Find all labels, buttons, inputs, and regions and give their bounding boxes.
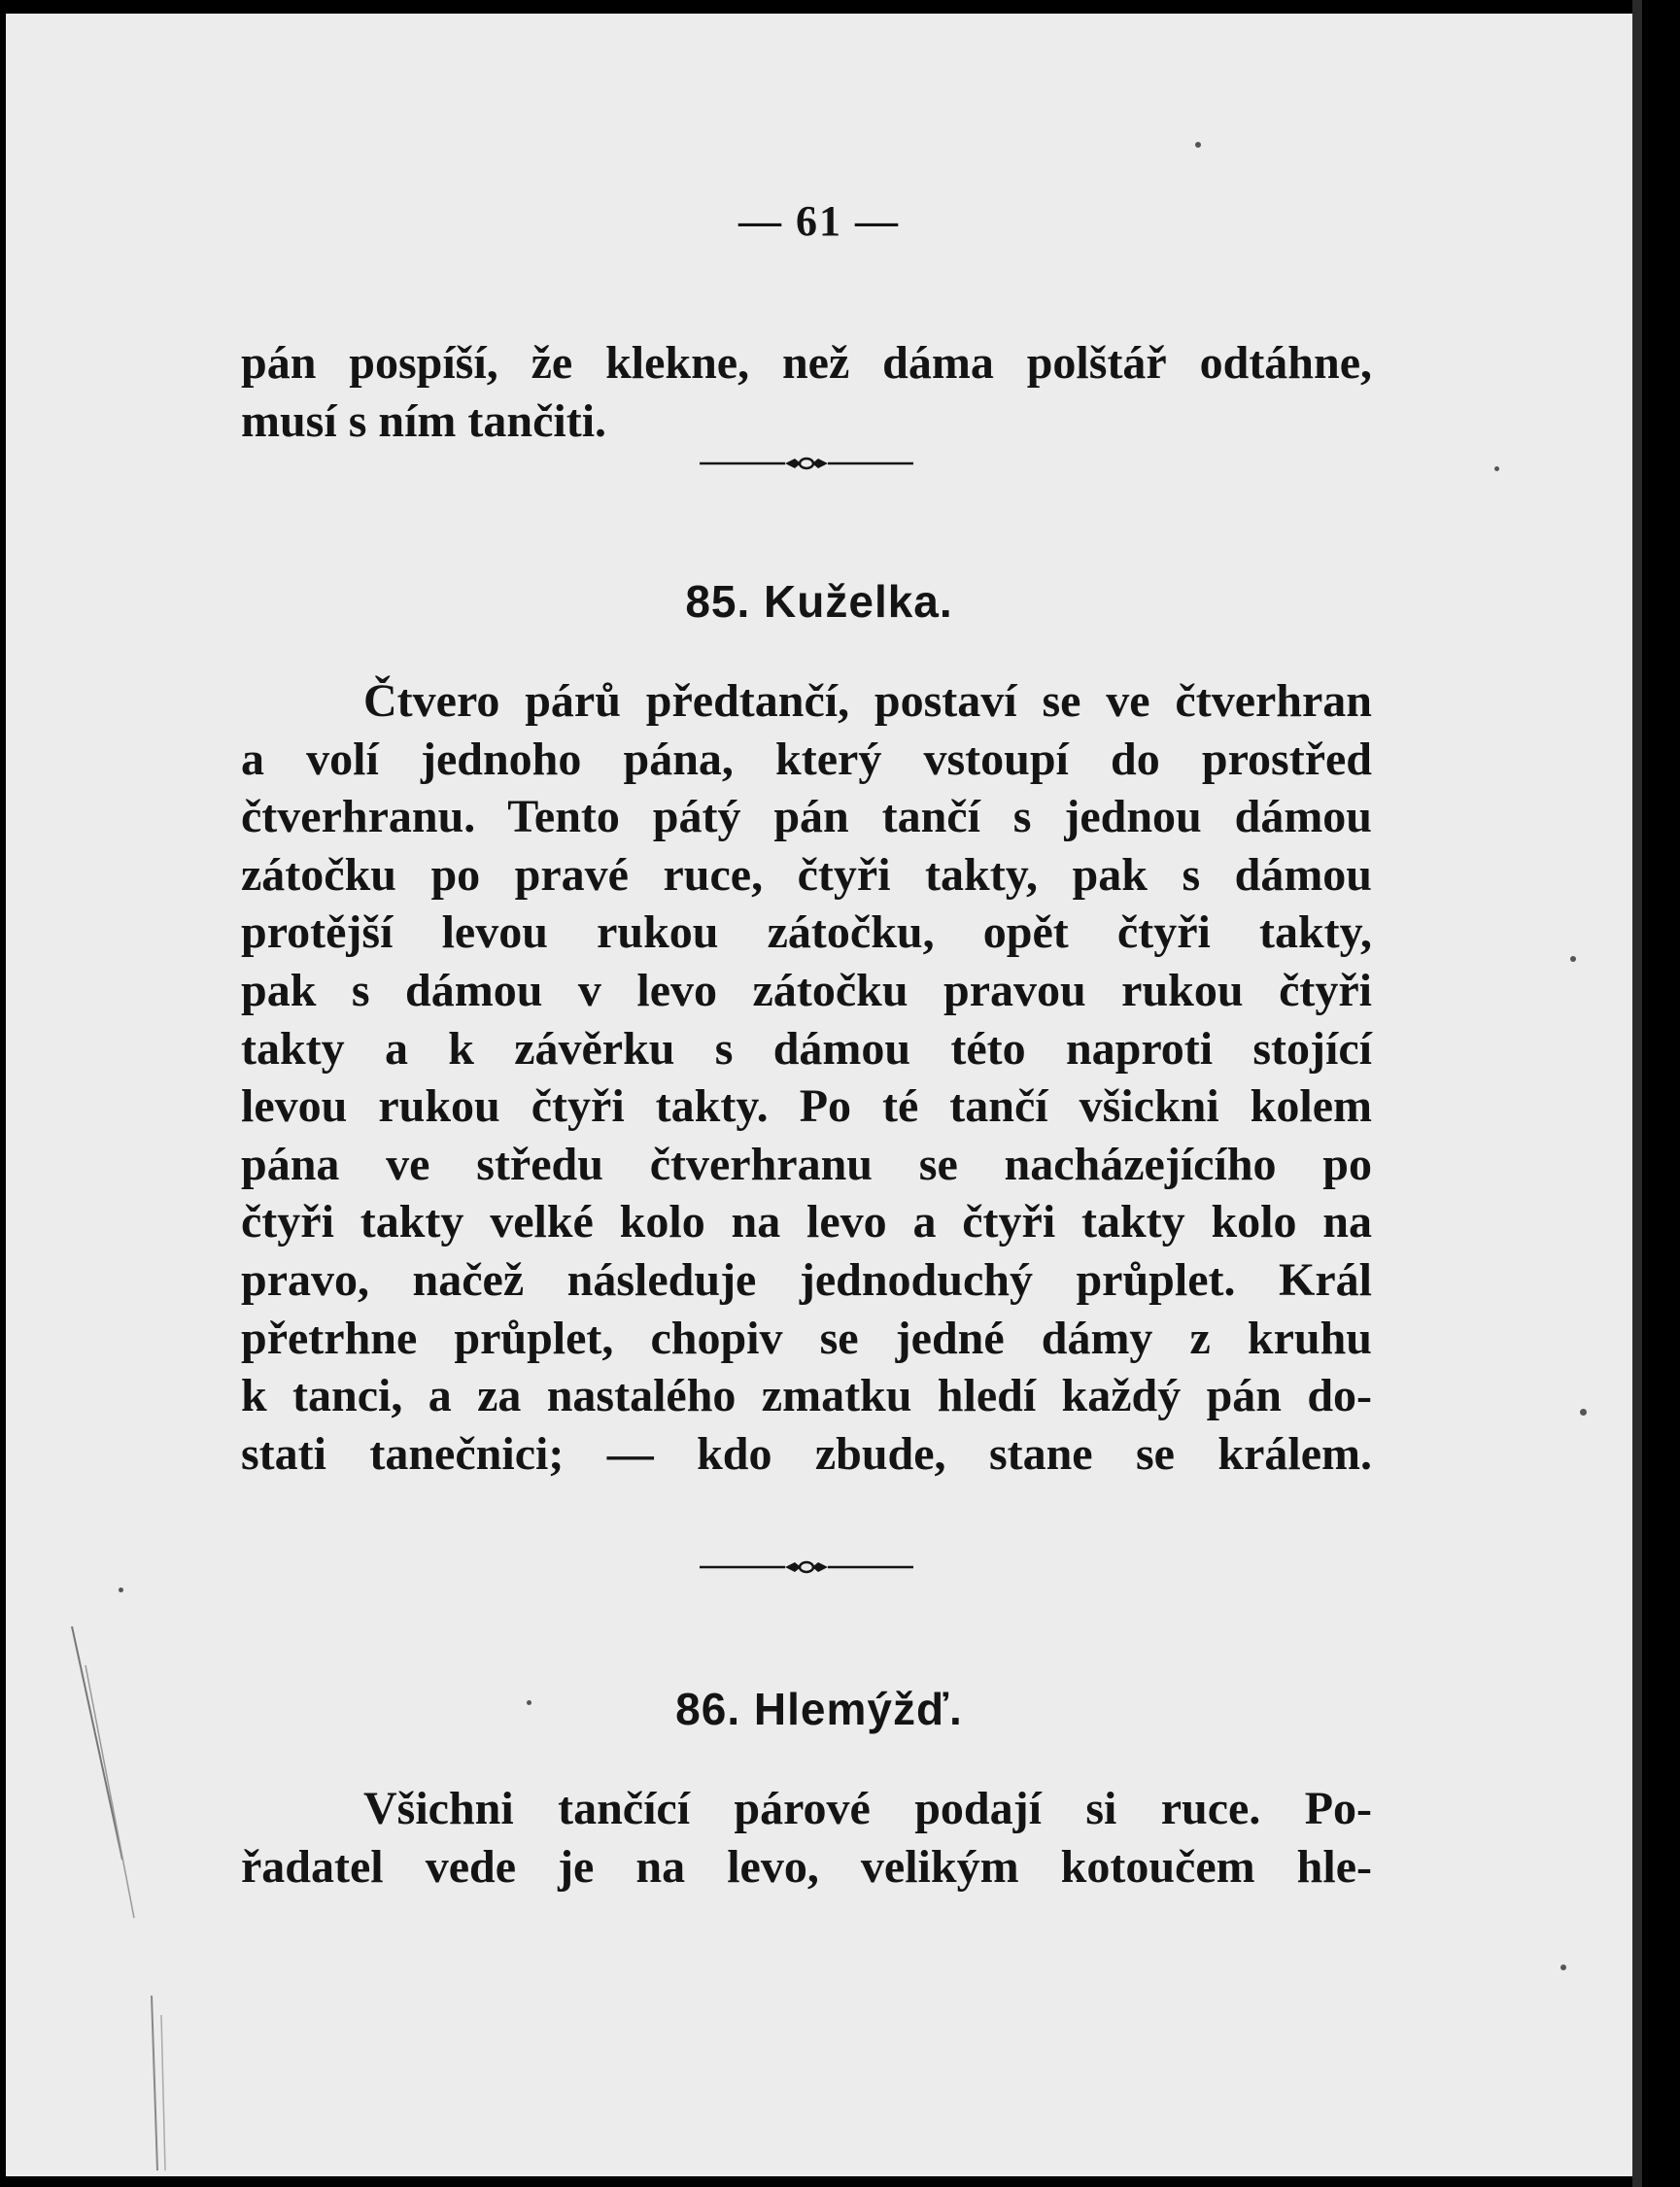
paper-speck [1494,466,1499,471]
text-line: čtyři takty velké kolo na levo a čtyři takty kolo na [241,1196,1372,1248]
paper-speck [1570,956,1576,962]
text-line: přetrhne průplet, chopiv se jedné dámy z kruhu [241,1312,1372,1364]
text-line: levou rukou čtyři takty. Po té tančí všickni kolem [241,1080,1372,1133]
text-line: řadatel vede je na levo, velikým kotoučem hle- [241,1840,1372,1893]
text-line: Čtvero párů předtančí, postaví se ve čtverhran [363,675,1372,727]
text-line: pána ve středu čtverhranu se nacházejícího po [241,1138,1372,1190]
section-85-paragraph [241,672,1372,1483]
text-line: k tanci, a za nastalého zmatku hledí každý pán do- [241,1370,1372,1422]
section-heading-85: 85. Kuželka. [685,576,953,627]
text-line: čtverhranu. Tento pátý pán tančí s jednou dámou [241,791,1372,843]
text-line: musí s ním tančiti. [241,394,607,447]
section-86-paragraph [241,1780,1372,1896]
paper-speck [1195,142,1201,148]
paper-speck [1560,1965,1566,1970]
text-line: zátočku po pravé ruce, čtyři takty, pak s dámou [241,848,1372,901]
section-heading-86: 86. Hlemýžď. [675,1684,963,1734]
text-line: protější levou rukou zátočku, opět čtyři takty, [241,906,1372,959]
paper-speck [1580,1409,1587,1416]
page-edge-shadow [1632,0,1642,2187]
text-line: stati tanečnici; — kdo zbude, stane se králem. [241,1427,1372,1480]
text-line: pak s dámou v levo zátočku pravou rukou čtyři [241,964,1372,1016]
paper-speck [527,1700,531,1705]
text-line: takty a k závěrku s dámou této naproti stojící [241,1022,1372,1075]
text-line: a volí jednoho pána, který vstoupí do prostřed [241,733,1372,785]
ornament-divider [700,1560,913,1574]
intro-paragraph [241,334,1372,450]
text-line: pán pospíší, že klekne, než dáma polštář odtáhne, [241,337,1372,389]
book-page [6,14,1632,2176]
paper-crease-marks [64,1626,181,2170]
paper-speck [119,1588,123,1592]
page-number: — 61 — [738,197,900,245]
text-line: Všichni tančící párové podají si ruce. Po- [363,1783,1372,1834]
ornament-divider [700,457,913,470]
text-line: pravo, načež následuje jednoduchý průplet. Král [241,1253,1372,1306]
